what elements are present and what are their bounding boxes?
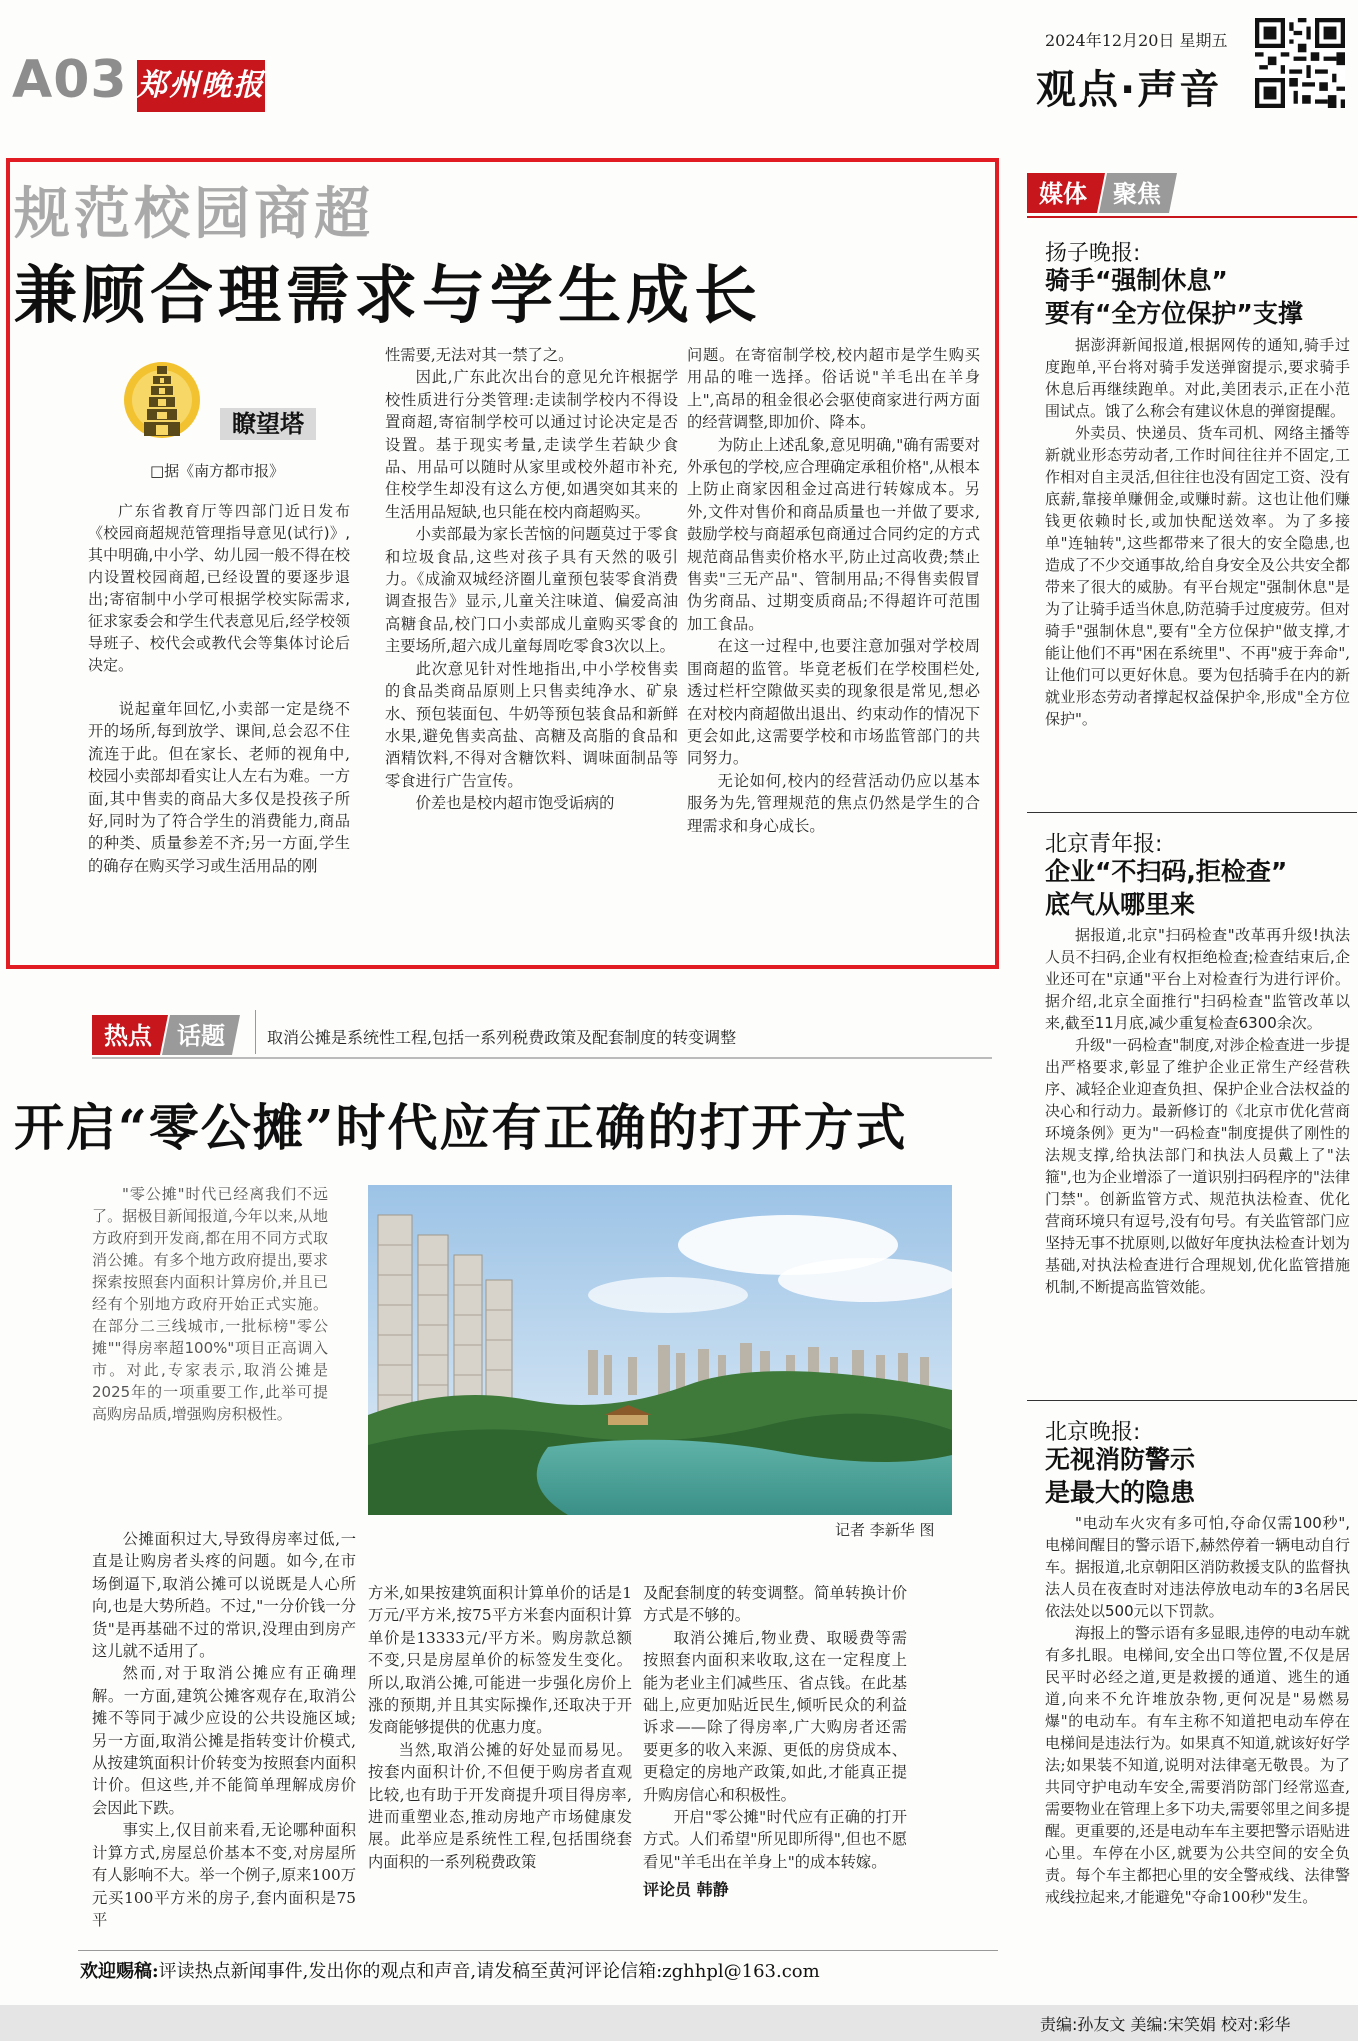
headline-line: 骑手“强制休息” [1045,266,1228,295]
paragraph: 据澎湃新闻报道,根据网传的通知,骑手过度跑单,平台将对骑手发送弹窗提示,要求骑手休息后再继续跑单。对此,美团表示,正在小范围试点。饿了么称会有建议休息的弹窗提醒。 [1045,336,1350,420]
page-number: A03 [12,50,128,110]
paragraph: 广东省教育厅等四部门近日发布《校园商超规范管理指导意见(试行)》,其中明确,中小学、幼儿园一般不得在校内设置校园商超,已经设置的要逐步退出;寄宿制中小学可根据学校实际需求,征求家委会和学生代表意见后,经学校领导班子、校代会或教代会等集体讨论后决定。 [88,502,350,674]
submission-notice [80,1957,820,1983]
sidebar-headline-3 [1045,1443,1195,1509]
banner-underline [92,1057,992,1059]
media-focus-banner [1027,173,1177,213]
paragraph: 问题。在寄宿制学校,校内超市是学生购买用品的唯一选择。俗话说"羊毛出在羊身上",高昂的租金很必会驱使商家进行两方面的经营调整,即加价、降本。 [687,346,980,432]
feature-headline: 兼顾合理需求与学生成长 [14,258,762,332]
source-credit: □据《南方都市报》 [150,462,285,480]
sidebar-divider [1027,812,1357,813]
paragraph: 性需要,无法对其一禁了之。 [385,346,574,364]
paragraph: "零公摊"时代已经离我们不远了。据极目新闻报道,今年以来,从地方政府到开发商,都在用不同方式取消公摊。有多个地方政府提出,要求探索按照套内面积计算房价,并且已经有个别地方政府开始正式实施。在部分二三线城市,一批标榜"零公摊""得房率超100%"项目正高调入市。对此,专家表示,取消公摊是2025年的一项重要工作,此举可提高购房品质,增强购房积极性。 [92,1185,328,1423]
city-skyline-photo [368,1185,952,1515]
submission-label: 欢迎赐稿: [80,1961,159,1982]
paragraph: 海报上的警示语有多显眼,违停的电动车就有多扎眼。电梯间,安全出口等位置,不仅是居民平时必经之道,更是救援的通道、逃生的通道,向来不允许堆放杂物,更何况是"易燃易爆"的电动车。有车主称不知道把电动车停在电梯间是违法行为。如果真不知道,就该好好学法;如果装不知道,说明对法律毫无敬畏。为了共同守护电动车安全,需要消防部门经常巡查,需要物业在管理上多下功夫,需要邻里之间多提醒。更重要的,还是电动车车主要把警示语贴进心里。车停在小区,就要为公共空间的安全负责。每个车主都把心里的安全警戒线、法律警戒线拉起来,才能避免"夺命100秒"发生。 [1045,1624,1350,1906]
feature-column-1 [88,500,350,877]
hot-topic-column-3 [643,1582,907,1900]
qr-code-icon[interactable] [1255,18,1345,108]
banner-right-text: 聚焦 [1113,180,1161,208]
sidebar-headline-1 [1045,264,1303,330]
banner-right-text: 话题 [177,1022,225,1050]
paragraph: 事实上,仅目前来看,无论哪种面积计算方式,房屋总价基本不变,对房屋所有人影响不大。举一个例子,原来100万元买100平方米的房子,套内面积是75平 [92,1821,356,1929]
hot-topic-lead [92,1183,328,1425]
headline-line: 无视消防警示 [1045,1445,1196,1474]
section-title: 观点·声音 [1036,67,1222,113]
hot-topic-column-1 [92,1528,356,1931]
paragraph: 取消公摊后,物业费、取暖费等需按照套内面积来收取,这在一定程度上能为老业主们减些压、省点钱。在此基础上,应更加贴近民生,倾听民众的利益诉求——除了得房率,广大购房者还需要更多的收入来源、更低的房贷成本、更稳定的房地产政策,如此,才能真正提升购房信心和积极性。 [643,1628,907,1804]
sidebar-source-1: 扬子晚报: [1045,241,1141,266]
editor-credits: 责编:孙友文 美编:宋笑娟 校对:彩华 [1040,2015,1291,2034]
paragraph: 开启"零公摊"时代应有正确的打开方式。人们希望"所见即所得",但也不愿看见"羊毛出在羊身上"的成本转嫁。 [643,1808,907,1871]
hot-topic-banner [92,1015,240,1055]
headline-line: 企业“不扫码,拒检查” [1045,857,1288,886]
paragraph: 方米,如果按建筑面积计算单价的话是1万元/平方米,按75平方米套内面积计算单价是13333元/平方米。购房款总额不变,只是房屋单价的标签发生变化。所以,取消公摊,可能进一步强化房价上涨的预期,并且其实际操作,还取决于开发商能够提供的优惠力度。 [368,1584,632,1737]
paragraph: 说起童年回忆,小卖部一定是绕不开的场所,每到放学、课间,总会忍不住流连于此。但在家长、老师的视角中,校园小卖部却看实让人左右为难。一方面,其中售卖的商品大多仅是投孩子所好,同时为了符合学生的消费能力,商品的种类、质量参差不齐;另一方面,学生的确存在购买学习或生活用品的刚 [88,700,350,875]
paragraph: 外卖员、快递员、货车司机、网络主播等新就业形态劳动者,工作时间往往并不固定,工作相对自主灵活,但往往也没有固定工资、没有底薪,靠接单赚佣金,或赚时薪。这也让他们赚钱更依赖时长,或加快配送效率。为了多接单"连轴转",这些都带来了很大的安全隐患,也造成了不少交通事故,给自身安全及公共安全都带来了很大的威胁。有平台规定"强制休息"是为了让骑手适当休息,防范骑手过度疲劳。但对骑手"强制休息",要有"全方位保护"做支撑,才能让他们不再"困在系统里"、不再"疲于奔命",让他们可以更好休息。要为包括骑手在内的新就业形态劳动者撑起权益保护伞,形成"全方位保护"。 [1045,424,1350,728]
headline-line: 要有“全方位保护”支撑 [1045,299,1303,328]
issue-date: 2024年12月20日 星期五 [1045,31,1228,50]
sidebar-divider [1027,1400,1357,1401]
paragraph: 公摊面积过大,导致得房率过低,一直是让购房者头疼的问题。如今,在市场倒逼下,取消公摊可以说既是人心所向,也是大势所趋。不过,"一分价钱一分货"是再基础不过的常识,没理由到房产这儿就不适用了。 [92,1530,356,1661]
sidebar-body-3 [1045,1512,1350,1908]
paragraph: 价差也是校内超市饱受诟病的 [415,794,615,813]
sidebar-headline-2 [1045,855,1287,921]
hot-topic-summary: 取消公摊是系统性工程,包括一系列税费政策及配套制度的转变调整 [267,1028,737,1047]
paragraph: 为防止上述乱象,意见明确,"确有需要对外承包的学校,应合理确定承租价格",从根本上防止商家因租金过高进行转嫁成本。另外,文件对售价和商品质量也一并做了要求,鼓励学校与商超承包商通过合同约定的方式规范商品售卖价格水平,防止过高收费;禁止售卖"三无产品"、管制用品;不得售卖假冒伪劣商品、过期变质商品;不得超许可范围加工食品。 [687,435,980,633]
banner-rule [1027,216,1357,218]
sidebar-body-1 [1045,334,1350,730]
photo-credit: 记者 李新华 图 [835,1521,935,1539]
headline-line: 是最大的隐患 [1045,1478,1196,1507]
main-headline: 开启“零公摊”时代应有正确的打开方式 [14,1098,908,1157]
banner-separator [255,1010,256,1054]
paragraph: 及配套制度的转变调整。简单转换计价方式是不够的。 [643,1584,907,1625]
submission-divider [78,1950,998,1951]
paragraph: 因此,广东此次出台的意见允许根据学校性质进行分类管理:走读制学校内不得设置商超,寄宿制学校可以通过讨论决定是否设置。基于现实考量,走读学生若缺少食品、用品可以随时从家里或校外超市补充,住校学生却没有这么方便,如遇突如其来的生活用品短缺,也只能在校内商超购买。 [385,368,678,521]
feature-column-2 [385,344,678,815]
paragraph: 然而,对于取消公摊应有正确理解。一方面,建筑公摊客观存在,取消公摊不等同于减少应设的公共设施区域;另一方面,取消公摊是指转变计价模式,从按建筑面积计价转变为按照套内面积计价。但这些,并不能简单理解成房价会因此下跌。 [92,1664,356,1817]
paragraph: "电动车火灾有多可怕,夺命仅需100秒",电梯间醒目的警示语下,赫然停着一辆电动自行车。据报道,北京朝阳区消防救援支队的监督执法人员在夜查时对违法停放电动车的3名居民依法处以500元以下罚款。 [1045,1514,1350,1620]
sidebar-body-2 [1045,924,1350,1298]
hot-topic-column-2 [368,1582,632,1873]
paragraph: 无论如何,校内的经营活动仍应以基本服务为先,管理规范的焦点仍然是学生的合理需求和身心成长。 [687,771,980,835]
sidebar-source-3: 北京晚报: [1045,1420,1141,1445]
column-label: 瞭望塔 [220,408,316,440]
feature-column-3 [687,344,980,837]
paragraph: 升级"一码检查"制度,对涉企检查进一步提出严格要求,彰显了维护企业正常生产经营秩序、减轻企业迎查负担、保护企业合法权益的决心和行动力。最新修订的《北京市优化营商环境条例》更为"一码检查"制度提供了刚性的法规支撑,给执法部门和执法人员戴上了"法箍",也为企业增添了一道识别扫码程序的"法律门禁"。创新监管方式、规范执法检查、优化营商环境只有逗号,没有句号。有关监管部门应坚持无事不扰原则,以做好年度执法检查计划为基础,对执法检查进行合理规划,优化监管措施机制,不断提高监管效能。 [1045,1036,1350,1296]
paragraph: 在这一过程中,也要注意加强对学校周围商超的监管。毕竟老板们在学校围栏处,透过栏杆空隙做买卖的现象很是常见,想必在对校内商超做出退出、约束动作的情况下更会如此,这需要学校和市场监管部门的共同努力。 [687,637,980,768]
feature-kicker: 规范校园商超 [14,181,374,247]
banner-left-text: 媒体 [1039,180,1087,208]
paragraph: 据报道,北京"扫码检查"改革再升级!执法人员不扫码,企业有权拒绝检查;检查结束后,企业还可在"京通"平台上对检查行为进行评价。据介绍,北京全面推行"扫码检查"监管改革以来,截至11月底,减少重复检查6300余次。 [1045,926,1350,1032]
paper-logo: 郑州晚报 [137,60,265,112]
paragraph: 此次意见针对性地指出,中小学校售卖的食品类商品原则上只售卖纯净水、矿泉水、预包装面包、牛奶等预包装食品和新鲜水果,避免售卖高盐、高糖及高脂的食品和酒精饮料,不得对含糖饮料、调味面制品等零食进行广告宣传。 [385,659,678,790]
paragraph: 小卖部最为家长苦恼的问题莫过于零食和垃圾食品,这些对孩子具有天然的吸引力。《成渝双城经济圈儿童预包装零食消费调查报告》显示,儿童关注味道、偏爱高油高糖食品,校门口小卖部成儿童购买零食的主要场所,超六成儿童每周吃零食3次以上。 [385,525,678,656]
paragraph: 当然,取消公摊的好处显而易见。按套内面积计价,不但便于购房者直观比较,也有助于开发商提升项目得房率,进而重塑业态,推动房地产市场健康发展。此举应是系统性工程,包括围绕套内面积的一系列税费政策 [368,1740,632,1871]
submission-text[interactable]: 评读热点新闻事件,发出你的观点和声音,请发稿至黄河评论信箱:zghhpl@163.com [158,1961,820,1982]
sidebar-source-2: 北京青年报: [1045,832,1163,857]
author-byline: 评论员 韩静 [643,1880,729,1900]
headline-line: 底气从哪里来 [1045,890,1196,919]
banner-left-text: 热点 [104,1022,152,1050]
